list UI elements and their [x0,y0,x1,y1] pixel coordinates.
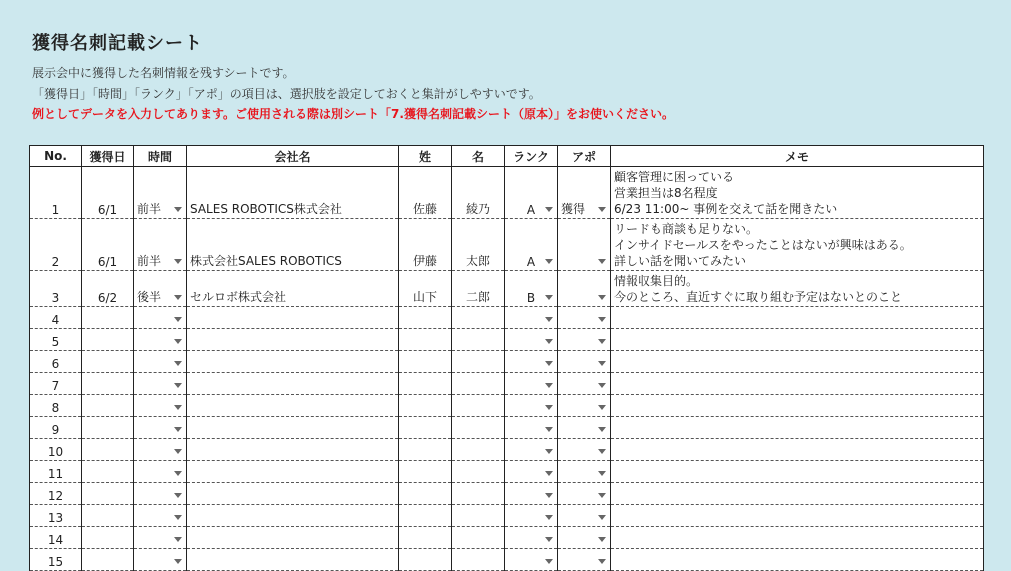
description-line-2: 「獲得日」「時間」「ランク」「アポ」の項目は、選択肢を設定しておくと集計がしやすいです。 [32,87,541,101]
cell-memo[interactable] [611,483,984,505]
cell-last-name[interactable] [399,417,452,439]
dropdown-arrow-icon[interactable] [174,427,182,432]
dropdown-arrow-icon[interactable] [174,339,182,344]
cell-no-value: 7 [51,379,60,393]
dropdown-arrow-icon[interactable] [598,339,606,344]
cell-no[interactable] [30,483,82,505]
cell-apo-select[interactable] [558,307,611,329]
cell-no-value: 8 [51,401,60,415]
cell-last-name[interactable] [399,271,452,307]
business-card-table [29,145,984,571]
cell-no[interactable] [30,395,82,417]
cell-apo-select[interactable] [558,395,611,417]
cell-rank-select[interactable] [505,439,558,461]
dropdown-arrow-icon[interactable] [174,295,182,300]
cell-no[interactable] [30,439,82,461]
dropdown-arrow-icon[interactable] [545,559,553,564]
cell-memo[interactable] [611,167,984,219]
dropdown-arrow-icon[interactable] [545,317,553,322]
cell-company[interactable] [187,307,399,329]
cell-company[interactable] [187,329,399,351]
header-date: 獲得日 [82,146,134,167]
dropdown-arrow-icon[interactable] [174,493,182,498]
cell-no-value: 2 [51,255,60,269]
cell-date[interactable] [82,219,134,271]
cell-no-value: 13 [47,511,64,525]
header-first-name: 名 [452,146,505,167]
cell-company[interactable] [187,373,399,395]
cell-apo-select-value: 獲得 [561,202,586,216]
cell-apo-select[interactable] [558,351,611,373]
dropdown-arrow-icon[interactable] [174,207,182,212]
cell-date-value: 6/1 [97,255,118,269]
cell-rank-select[interactable] [505,307,558,329]
dropdown-arrow-icon[interactable] [545,537,553,542]
cell-first-name[interactable] [452,167,505,219]
table-row [30,167,984,219]
table-header-row [30,146,984,167]
cell-time-select[interactable] [134,167,187,219]
cell-rank-select[interactable] [505,395,558,417]
notice-text: 例としてデータを入力してあります。ご使用される際は別シート「7.獲得名刺記載シート（原本）」をお使いください。 [32,107,674,121]
cell-date[interactable] [82,271,134,307]
cell-last-name[interactable] [399,439,452,461]
table-row [30,395,984,417]
memo-line: インサイドセールスをやったことはないが興味はある。 [614,238,912,252]
dropdown-arrow-icon[interactable] [598,471,606,476]
cell-no[interactable] [30,527,82,549]
cell-no-value: 1 [51,203,60,217]
cell-time-select[interactable] [134,505,187,527]
dropdown-arrow-icon[interactable] [598,295,606,300]
cell-memo[interactable] [611,505,984,527]
memo-line: 営業担当は8名程度 [614,186,718,200]
cell-apo-select[interactable] [558,483,611,505]
memo-line: 詳しい話を聞いてみたい [614,254,747,268]
cell-date[interactable] [82,505,134,527]
cell-first-name[interactable] [452,351,505,373]
cell-no[interactable] [30,271,82,307]
cell-time-select-value: 前半 [137,202,162,216]
cell-no-value: 9 [51,423,60,437]
cell-rank-select-value: A [526,255,536,269]
cell-company-value: 株式会社SALES ROBOTICS [190,254,342,268]
dropdown-arrow-icon[interactable] [545,361,553,366]
cell-date[interactable] [82,395,134,417]
cell-first-name[interactable] [452,549,505,571]
cell-no[interactable] [30,307,82,329]
cell-first-name[interactable] [452,417,505,439]
description-line-1: 展示会中に獲得した名刺情報を残すシートです。 [32,66,295,80]
cell-apo-select[interactable] [558,527,611,549]
cell-time-select[interactable] [134,439,187,461]
dropdown-arrow-icon[interactable] [545,515,553,520]
cell-date[interactable] [82,329,134,351]
cell-time-select[interactable] [134,373,187,395]
dropdown-arrow-icon[interactable] [545,405,553,410]
cell-rank-select-value: B [526,291,536,305]
table-row [30,351,984,373]
cell-company[interactable] [187,527,399,549]
cell-no-value: 6 [51,357,60,371]
cell-no[interactable] [30,329,82,351]
cell-rank-select[interactable] [505,461,558,483]
table-row [30,549,984,571]
cell-first-name[interactable] [452,395,505,417]
cell-date-value: 6/1 [97,203,118,217]
dropdown-arrow-icon[interactable] [174,383,182,388]
cell-time-select[interactable] [134,271,187,307]
cell-last-name[interactable] [399,219,452,271]
dropdown-arrow-icon[interactable] [598,449,606,454]
dropdown-arrow-icon[interactable] [174,449,182,454]
dropdown-arrow-icon[interactable] [174,515,182,520]
cell-apo-select[interactable] [558,417,611,439]
cell-rank-select[interactable] [505,167,558,219]
header-apo: アポ [558,146,611,167]
cell-last-name[interactable] [399,461,452,483]
cell-rank-select[interactable] [505,527,558,549]
cell-first-name[interactable] [452,461,505,483]
cell-rank-select[interactable] [505,483,558,505]
cell-first-name[interactable] [452,219,505,271]
dropdown-arrow-icon[interactable] [545,295,553,300]
dropdown-arrow-icon[interactable] [545,383,553,388]
memo-line: 今のところ、直近すぐに取り組む予定はないとのこと [614,290,903,304]
cell-first-name[interactable] [452,527,505,549]
cell-company[interactable] [187,505,399,527]
memo-line: 情報収集目的。 [614,274,699,288]
cell-last-name[interactable] [399,549,452,571]
table-row [30,461,984,483]
dropdown-arrow-icon[interactable] [598,207,606,212]
cell-memo[interactable] [611,307,984,329]
dropdown-arrow-icon[interactable] [598,559,606,564]
dropdown-arrow-icon[interactable] [598,317,606,322]
cell-no-value: 10 [47,445,64,459]
cell-last-name[interactable] [399,329,452,351]
cell-no[interactable] [30,351,82,373]
cell-first-name[interactable] [452,329,505,351]
cell-rank-select[interactable] [505,219,558,271]
cell-first-name[interactable] [452,505,505,527]
cell-apo-select[interactable] [558,329,611,351]
cell-company[interactable] [187,271,399,307]
header-rank: ランク [505,146,558,167]
cell-no-value: 11 [47,467,64,481]
cell-company[interactable] [187,351,399,373]
cell-rank-select[interactable] [505,505,558,527]
table-row [30,373,984,395]
table-row [30,219,984,271]
cell-time-select[interactable] [134,417,187,439]
cell-last-name[interactable] [399,373,452,395]
cell-apo-select[interactable] [558,505,611,527]
table-row [30,527,984,549]
cell-date[interactable] [82,373,134,395]
cell-no-value: 3 [51,291,60,305]
dropdown-arrow-icon[interactable] [174,405,182,410]
cell-last-name[interactable] [399,167,452,219]
cell-first-name-value: 二郎 [465,290,490,304]
cell-apo-select[interactable] [558,271,611,307]
cell-company-value: SALES ROBOTICS株式会社 [190,202,342,216]
cell-last-name-value: 山下 [412,290,437,304]
cell-company[interactable] [187,167,399,219]
cell-no[interactable] [30,505,82,527]
cell-company[interactable] [187,395,399,417]
cell-date[interactable] [82,417,134,439]
cell-rank-select[interactable] [505,373,558,395]
cell-first-name-value: 綾乃 [465,202,490,216]
cell-memo[interactable] [611,527,984,549]
cell-company[interactable] [187,219,399,271]
table-row [30,483,984,505]
cell-date[interactable] [82,351,134,373]
dropdown-arrow-icon[interactable] [545,259,553,264]
header-last-name: 姓 [399,146,452,167]
header-time: 時間 [134,146,187,167]
dropdown-arrow-icon[interactable] [598,383,606,388]
cell-time-select[interactable] [134,483,187,505]
dropdown-arrow-icon[interactable] [598,427,606,432]
dropdown-arrow-icon[interactable] [545,207,553,212]
cell-rank-select-value: A [526,203,536,217]
cell-company-value: セルロボ株式会社 [190,290,287,304]
header-memo: メモ [611,146,984,167]
cell-last-name-value: 伊藤 [412,254,437,268]
cell-date[interactable] [82,483,134,505]
dropdown-arrow-icon[interactable] [545,449,553,454]
cell-last-name[interactable] [399,395,452,417]
cell-no-value: 14 [47,533,64,547]
cell-no[interactable] [30,417,82,439]
cell-time-select[interactable] [134,219,187,271]
dropdown-arrow-icon[interactable] [174,317,182,322]
dropdown-arrow-icon[interactable] [174,559,182,564]
cell-no-value: 15 [47,555,64,569]
cell-last-name[interactable] [399,483,452,505]
cell-no-value: 5 [51,335,60,349]
dropdown-arrow-icon[interactable] [545,471,553,476]
cell-time-select[interactable] [134,549,187,571]
cell-date[interactable] [82,527,134,549]
cell-apo-select[interactable] [558,439,611,461]
cell-rank-select[interactable] [505,417,558,439]
cell-apo-select[interactable] [558,167,611,219]
dropdown-arrow-icon[interactable] [598,361,606,366]
header-no: No. [30,146,82,167]
dropdown-arrow-icon[interactable] [545,339,553,344]
cell-apo-select[interactable] [558,549,611,571]
cell-apo-select[interactable] [558,373,611,395]
cell-memo[interactable] [611,395,984,417]
cell-date-value: 6/2 [97,291,118,305]
cell-rank-select[interactable] [505,351,558,373]
page-title: 獲得名刺記載シート [32,33,203,54]
cell-rank-select[interactable] [505,329,558,351]
dropdown-arrow-icon[interactable] [598,405,606,410]
cell-apo-select[interactable] [558,461,611,483]
table-row [30,505,984,527]
cell-memo[interactable] [611,219,984,271]
memo-line: 顧客管理に困っている [614,170,735,184]
dropdown-arrow-icon[interactable] [174,361,182,366]
cell-memo[interactable] [611,461,984,483]
cell-time-select-value: 前半 [137,254,162,268]
cell-date[interactable] [82,439,134,461]
cell-date[interactable] [82,549,134,571]
cell-memo[interactable] [611,417,984,439]
cell-time-select[interactable] [134,395,187,417]
cell-company[interactable] [187,417,399,439]
table-row [30,271,984,307]
cell-time-select[interactable] [134,527,187,549]
cell-no[interactable] [30,167,82,219]
cell-time-select[interactable] [134,307,187,329]
cell-company[interactable] [187,439,399,461]
cell-memo[interactable] [611,373,984,395]
dropdown-arrow-icon[interactable] [598,537,606,542]
cell-company[interactable] [187,483,399,505]
cell-rank-select[interactable] [505,549,558,571]
cell-memo[interactable] [611,271,984,307]
cell-first-name[interactable] [452,271,505,307]
cell-last-name[interactable] [399,527,452,549]
cell-no[interactable] [30,373,82,395]
cell-first-name[interactable] [452,307,505,329]
cell-memo[interactable] [611,439,984,461]
cell-no[interactable] [30,219,82,271]
table-row [30,329,984,351]
dropdown-arrow-icon[interactable] [545,427,553,432]
cell-time-select-value: 後半 [137,290,162,304]
memo-line: リードも商談も足りない。 [614,222,759,236]
cell-date[interactable] [82,307,134,329]
cell-no-value: 12 [47,489,64,503]
dropdown-arrow-icon[interactable] [174,537,182,542]
cell-memo[interactable] [611,329,984,351]
cell-time-select[interactable] [134,329,187,351]
table-row [30,439,984,461]
dropdown-arrow-icon[interactable] [598,259,606,264]
cell-last-name-value: 佐藤 [412,202,437,216]
dropdown-arrow-icon[interactable] [174,259,182,264]
cell-apo-select[interactable] [558,219,611,271]
cell-last-name[interactable] [399,307,452,329]
cell-memo[interactable] [611,549,984,571]
dropdown-arrow-icon[interactable] [598,493,606,498]
cell-time-select[interactable] [134,461,187,483]
cell-rank-select[interactable] [505,271,558,307]
dropdown-arrow-icon[interactable] [174,471,182,476]
cell-last-name[interactable] [399,505,452,527]
cell-company[interactable] [187,549,399,571]
dropdown-arrow-icon[interactable] [598,515,606,520]
cell-memo[interactable] [611,351,984,373]
cell-date[interactable] [82,461,134,483]
cell-company[interactable] [187,461,399,483]
dropdown-arrow-icon[interactable] [545,493,553,498]
table-row [30,307,984,329]
table-row [30,417,984,439]
cell-first-name-value: 太郎 [465,254,490,268]
cell-no-value: 4 [51,313,60,327]
header-company: 会社名 [187,146,399,167]
cell-first-name[interactable] [452,483,505,505]
cell-time-select[interactable] [134,351,187,373]
cell-date[interactable] [82,167,134,219]
memo-line: 6/23 11:00~ 事例を交えて話を聞きたい [614,202,838,216]
cell-first-name[interactable] [452,373,505,395]
cell-no[interactable] [30,461,82,483]
cell-last-name[interactable] [399,351,452,373]
cell-no[interactable] [30,549,82,571]
cell-first-name[interactable] [452,439,505,461]
